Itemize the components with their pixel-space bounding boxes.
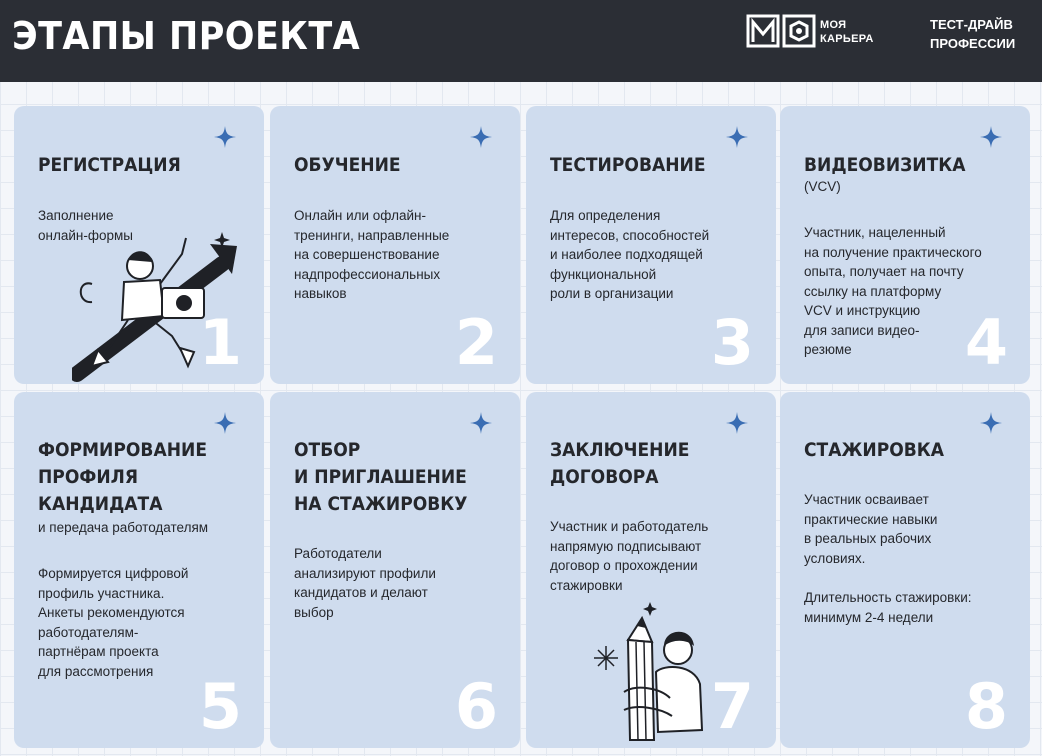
stage-description: Формируется цифровой профиль участника. Анкеты рекомендуются работодателям- партнёрам проекта для рассмотрения: [38, 566, 189, 679]
sparkle-star-icon: [470, 126, 492, 148]
person-with-pencil-illustration: [584, 600, 714, 748]
stage-title: РЕГИСТРАЦИЯ: [38, 154, 181, 176]
stage-title: ВИДЕОВИЗИТКА: [804, 154, 966, 176]
stage-title: ОБУЧЕНИЕ: [294, 154, 401, 176]
sparkle-star-icon: [726, 126, 748, 148]
stage-number: 8: [964, 670, 1008, 743]
stage-subtitle: и передача работодателям: [38, 520, 209, 535]
stage-description: Участник и работодатель напрямую подписывают договор о прохождении стажировки: [550, 519, 709, 593]
project-tagline: ТЕСТ-ДРАЙВ ПРОФЕССИИ: [930, 17, 1016, 51]
stage-number: 4: [964, 306, 1008, 379]
sparkle-star-icon: [214, 412, 236, 434]
stage-title: СТАЖИРОВКА: [804, 439, 945, 461]
stage-number: 3: [710, 306, 754, 379]
stage-description: Для определения интересов, способностей и наиболее подходящей функциональной роли в организации: [550, 208, 710, 301]
stage-number: 5: [198, 670, 242, 743]
stage-number: 7: [710, 670, 754, 743]
stage-number: 1: [198, 306, 242, 379]
stage-title: ТЕСТИРОВАНИЕ: [550, 154, 706, 176]
stage-duration: Длительность стажировки: минимум 2-4 недели: [804, 590, 972, 625]
stage-description: Участник осваивает практические навыки в реальных рабочих условиях.: [804, 492, 938, 566]
stage-card-training: [270, 106, 520, 384]
stage-subtitle: (VCV): [804, 179, 841, 194]
stage-card-internship: [780, 392, 1030, 748]
sparkle-star-icon: [980, 126, 1002, 148]
stage-title: ЗАКЛЮЧЕНИЕ ДОГОВОРА: [550, 439, 690, 488]
logo-mark-icon: [746, 14, 816, 50]
stage-card-testing: [526, 106, 776, 384]
sparkle-star-icon: [470, 412, 492, 434]
stage-number: 2: [454, 306, 498, 379]
sparkle-star-icon: [726, 412, 748, 434]
stage-card-contract: [526, 392, 776, 748]
stage-description: Онлайн или офлайн- тренинги, направленные на совершенствование надпрофессиональных навыков: [294, 208, 450, 301]
stage-description: Участник, нацеленный на получение практического опыта, получает на почту ссылку на платформу VCV и инструкцию для записи видео- резюме: [804, 225, 982, 357]
stage-card-video-cv: [780, 106, 1030, 384]
stage-card-selection: [270, 392, 520, 748]
stage-description: Работодатели анализируют профили кандидатов и делают выбор: [294, 546, 436, 620]
stage-description: Заполнение онлайн-формы: [38, 208, 133, 243]
stage-card-candidate-profile: [14, 392, 264, 748]
stage-card-registration: [14, 106, 264, 384]
sparkle-star-icon: [214, 126, 236, 148]
stage-title: ОТБОР И ПРИГЛАШЕНИЕ НА СТАЖИРОВКУ: [294, 439, 468, 515]
page-header: [0, 0, 1042, 82]
stage-number: 6: [454, 670, 498, 743]
stage-title: ФОРМИРОВАНИЕ ПРОФИЛЯ КАНДИДАТА: [38, 439, 208, 515]
page-title: ЭТАПЫ ПРОЕКТА: [12, 14, 361, 58]
logo-text: МОЯ КАРЬЕРА: [820, 19, 874, 45]
moya-karera-logo: [746, 14, 876, 50]
sparkle-star-icon: [980, 412, 1002, 434]
